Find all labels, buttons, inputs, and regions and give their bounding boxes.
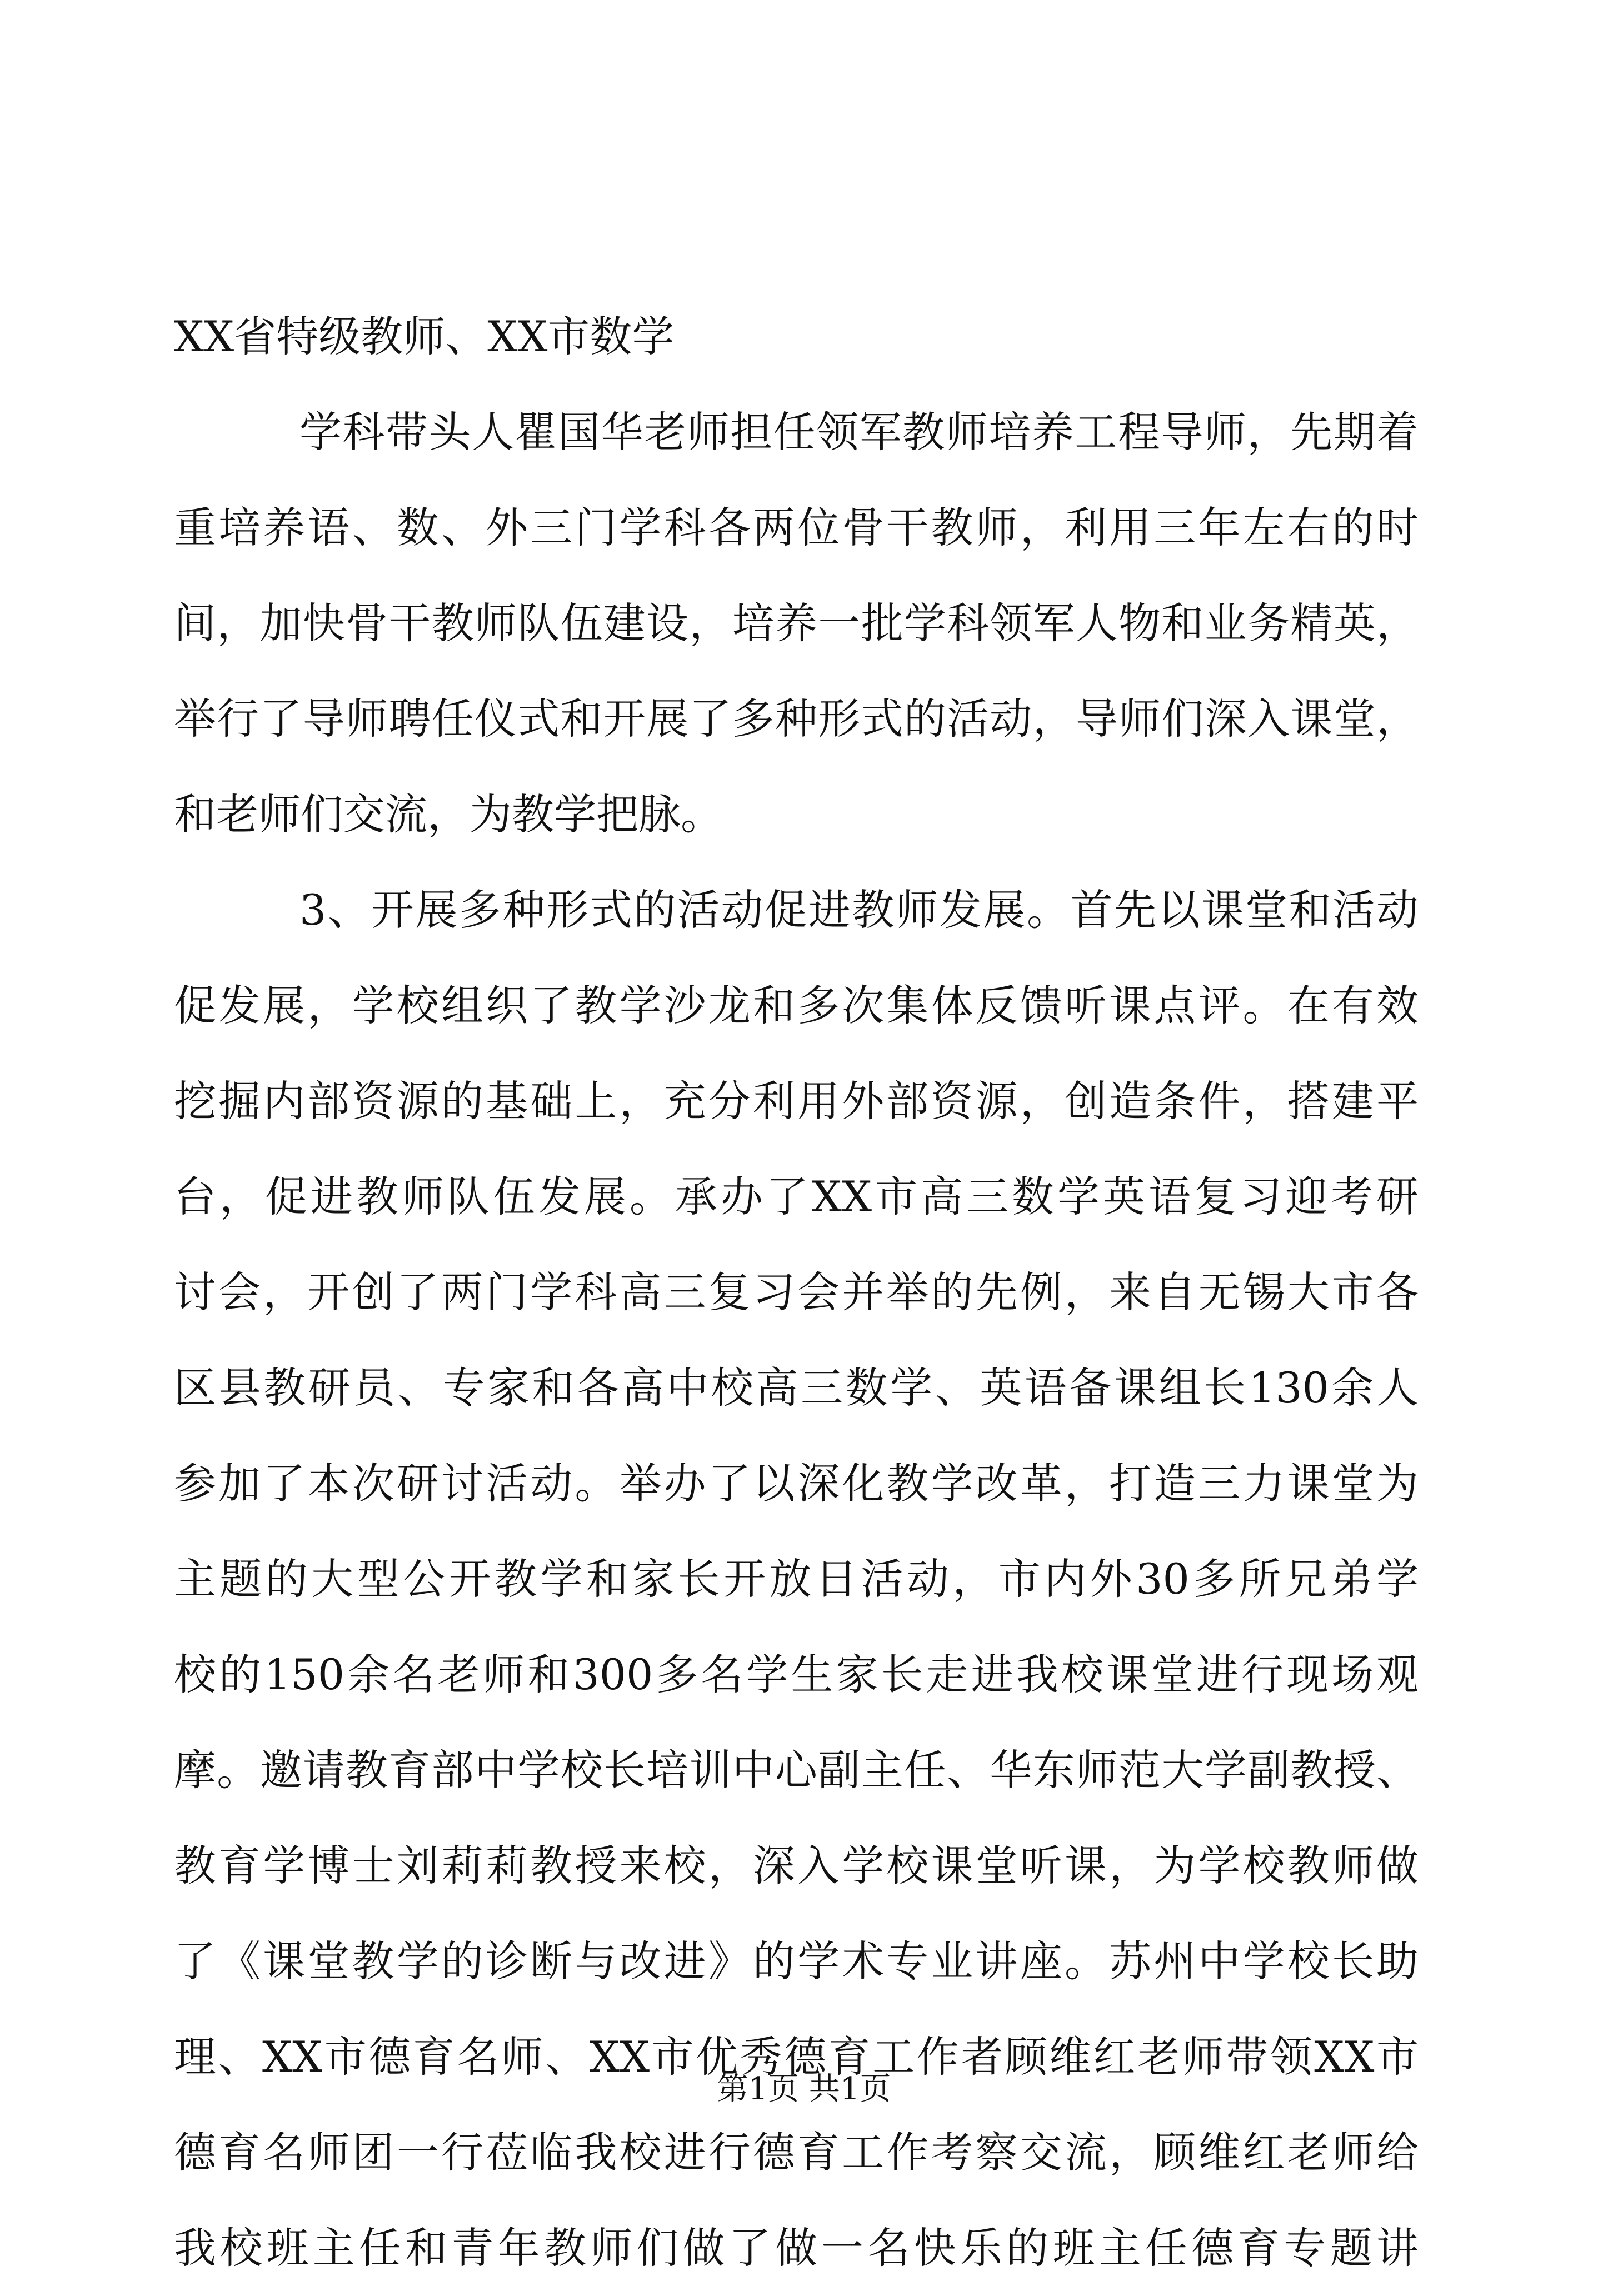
text-line: 了《课堂教学的诊断与改进》的学术专业讲座。苏州中学校长助 [174, 1936, 1419, 1986]
text-line: 促发展，学校组织了教学沙龙和多次集体反馈听课点评。在有效 [174, 981, 1419, 1030]
text-line: XX省特级教师、XX市数学 [174, 312, 675, 361]
text-line: 学科带头人瞿国华老师担任领军教师培养工程导师，先期着 [299, 407, 1419, 457]
page-number-label: 第1页 共1页 [717, 2071, 891, 2107]
text-line: 校的150余名老师和300多名学生家长走进我校课堂进行现场观 [174, 1650, 1419, 1699]
text-line: 区县教研员、专家和各高中校高三数学、英语备课组长130余人 [174, 1363, 1419, 1412]
text-line: 和老师们交流，为教学把脉。 [174, 790, 723, 839]
text-line: 间，加快骨干教师队伍建设，培养一批学科领军人物和业务精英， [174, 598, 1419, 648]
text-line: 教育学博士刘莉莉教授来校，深入学校课堂听课，为学校教师做 [174, 1841, 1419, 1890]
text-line: 举行了导师聘任仪式和开展了多种形式的活动，导师们深入课堂， [174, 694, 1419, 743]
body-text [174, 289, 1419, 2296]
text-line: 我校班主任和青年教师们做了做一名快乐的班主任德育专题讲 [174, 2223, 1419, 2273]
text-line: 讨会，开创了两门学科高三复习会并举的先例，来自无锡大市各 [174, 1267, 1419, 1317]
text-line: 台，促进教师队伍发展。承办了XX市高三数学英语复习迎考研 [174, 1172, 1419, 1221]
text-line: 理、XX市德育名师、XX市优秀德育工作者顾维红老师带领XX市 [174, 2032, 1419, 2082]
page-footer [0, 2067, 1608, 2112]
text-line: 3、开展多种形式的活动促进教师发展。首先以课堂和活动 [299, 885, 1419, 935]
text-line: 主题的大型公开教学和家长开放日活动，市内外30多所兄弟学 [174, 1554, 1419, 1604]
text-line: 参加了本次研讨活动。举办了以深化教学改革，打造三力课堂为 [174, 1459, 1419, 1508]
text-line: 重培养语、数、外三门学科各两位骨干教师，利用三年左右的时 [174, 503, 1419, 552]
text-line: 德育名师团一行莅临我校进行德育工作考察交流，顾维红老师给 [174, 2128, 1419, 2177]
text-line: 挖掘内部资源的基础上，充分利用外部资源，创造条件，搭建平 [174, 1076, 1419, 1126]
text-line: 摩。邀请教育部中学校长培训中心副主任、华东师范大学副教授、 [174, 1745, 1419, 1795]
